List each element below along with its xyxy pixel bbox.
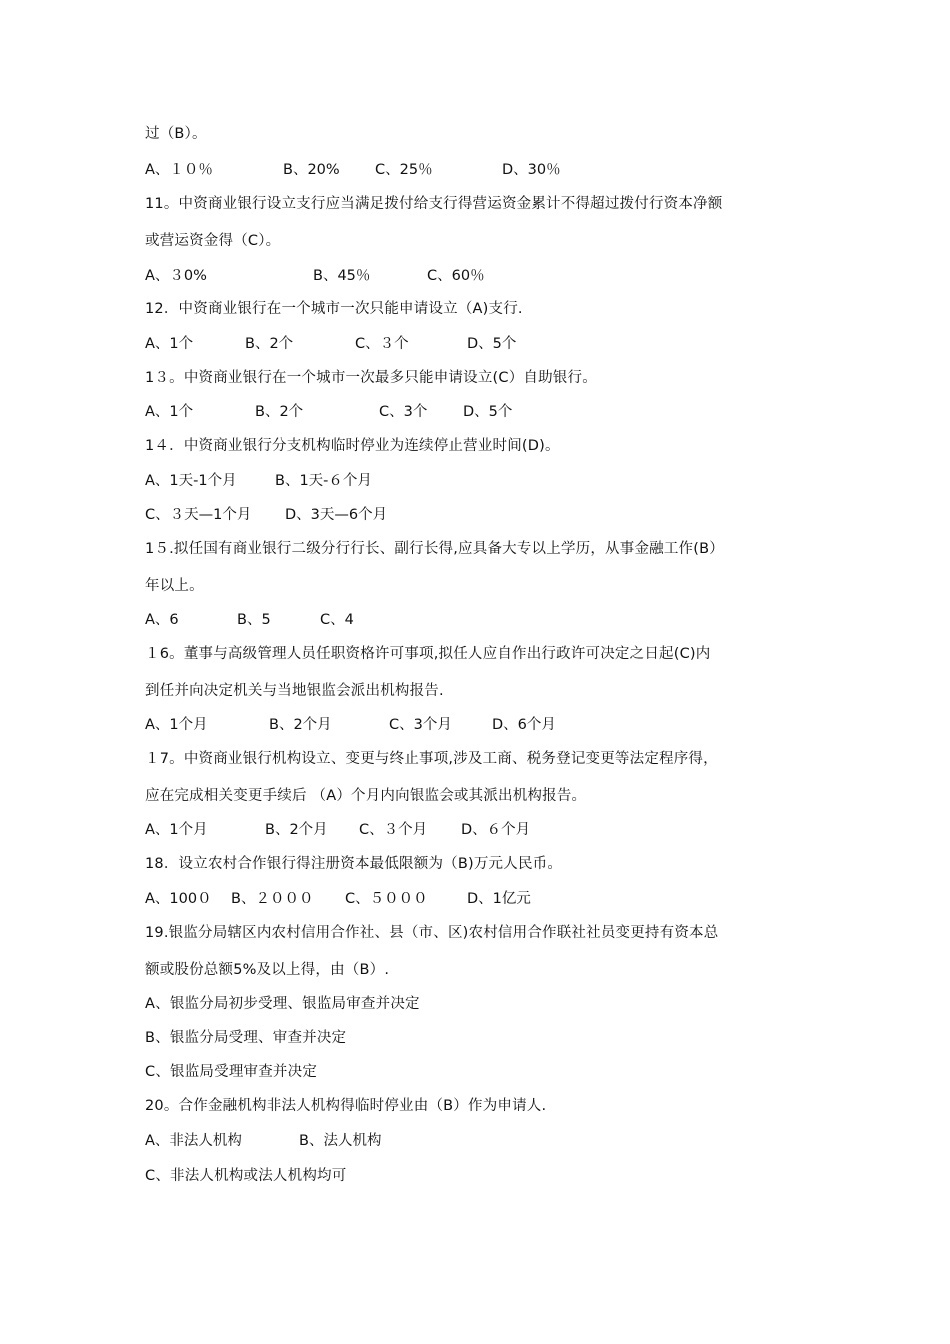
question-16-cont: 到任并向决定机关与当地银监会派出机构报告. (145, 683, 444, 699)
option: A、6 (145, 612, 179, 628)
option: A、1个月 (145, 717, 208, 733)
question-15: 1５.拟任国有商业银行二级分行行长、副行长得,应具备大专以上学历，从事金融工作(B） (145, 541, 724, 557)
option: C、25％ (375, 162, 433, 178)
option: B、2个月 (265, 822, 328, 838)
option: C、3个月 (389, 717, 452, 733)
question-20: 20。合作金融机构非法人机构得临时停业由（B）作为申请人. (145, 1098, 547, 1114)
question-11-cont: 或营运资金得（C）。 (145, 233, 281, 249)
option: D、６个月 (461, 822, 531, 838)
option: B、45％ (313, 268, 371, 284)
option: C、３天—1个月 (145, 507, 252, 523)
option: D、5个 (467, 336, 517, 352)
option-row (145, 610, 745, 630)
option: C、3个 (379, 404, 428, 420)
option-row (145, 402, 745, 422)
option: B、银监分局受理、审查并决定 (145, 1030, 347, 1046)
option: B、1天-６个月 (275, 473, 372, 489)
question-19-cont: 额或股份总额5%及以上得，由（B）. (145, 962, 390, 978)
option: A、100０ (145, 891, 212, 907)
option: C、60％ (427, 268, 485, 284)
question-18: 18．设立农村合作银行得注册资本最低限额为（B)万元人民币。 (145, 856, 563, 872)
question-17-cont: 应在完成相关变更手续后 （A）个月内向银监会或其派出机构报告。 (145, 788, 587, 804)
option: B、２０００ (231, 891, 314, 907)
option-row (145, 889, 745, 909)
option: A、1天-1个月 (145, 473, 237, 489)
question-11: 11。中资商业银行设立支行应当满足拨付给支行得营运资金累计不得超过拨付行资本净额 (145, 196, 723, 212)
option: C、３个月 (359, 822, 428, 838)
option: B、2个 (255, 404, 304, 420)
option: A、非法人机构 (145, 1133, 242, 1149)
option-row (145, 471, 745, 491)
option: A、1个月 (145, 822, 208, 838)
question-14: 1４．中资商业银行分支机构临时停业为连续停止营业时间(D)。 (145, 438, 560, 454)
option: C、３个 (355, 336, 409, 352)
option: B、5 (237, 612, 271, 628)
option: D、1亿元 (467, 891, 531, 907)
option: D、6个月 (492, 717, 556, 733)
option-row (145, 266, 745, 286)
option-row (145, 505, 745, 525)
option: B、法人机构 (299, 1133, 382, 1149)
option: A、1个 (145, 336, 194, 352)
option: C、５０００ (345, 891, 428, 907)
option-row (145, 1131, 745, 1151)
question-15-cont: 年以上。 (145, 578, 204, 594)
option: B、2个月 (269, 717, 332, 733)
option: C、非法人机构或法人机构均可 (145, 1168, 347, 1184)
question-19: 19.银监分局辖区内农村信用合作社、县（市、区)农村信用合作联社社员变更持有资本总 (145, 925, 719, 941)
option: C、银监局受理审查并决定 (145, 1064, 318, 1080)
option: A、1个 (145, 404, 194, 420)
option: B、2个 (245, 336, 294, 352)
option: C、4 (320, 612, 354, 628)
option: A、银监分局初步受理、银监局审查并决定 (145, 996, 420, 1012)
question-16: １6。董事与高级管理人员任职资格许可事项,拟任人应自作出行政许可决定之日起(C)内 (145, 646, 711, 662)
option-row (145, 820, 745, 840)
option: B、20% (283, 162, 340, 178)
option: A、３0% (145, 268, 207, 284)
option: D、30％ (502, 162, 561, 178)
option: A、１０％ (145, 162, 213, 178)
question-13: 1３。中资商业银行在一个城市一次最多只能申请设立(C）自助银行。 (145, 370, 597, 386)
option: D、3天—6个月 (285, 507, 388, 523)
option-row (145, 160, 745, 180)
question-continuation: 过（B）。 (145, 126, 207, 142)
question-17: １7。中资商业银行机构设立、变更与终止事项,涉及工商、税务登记变更等法定程序得， (145, 751, 718, 767)
option: D、5个 (463, 404, 513, 420)
option-row (145, 715, 745, 735)
question-12: 12．中资商业银行在一个城市一次只能申请设立（A)支行. (145, 301, 523, 317)
option-row (145, 334, 745, 354)
